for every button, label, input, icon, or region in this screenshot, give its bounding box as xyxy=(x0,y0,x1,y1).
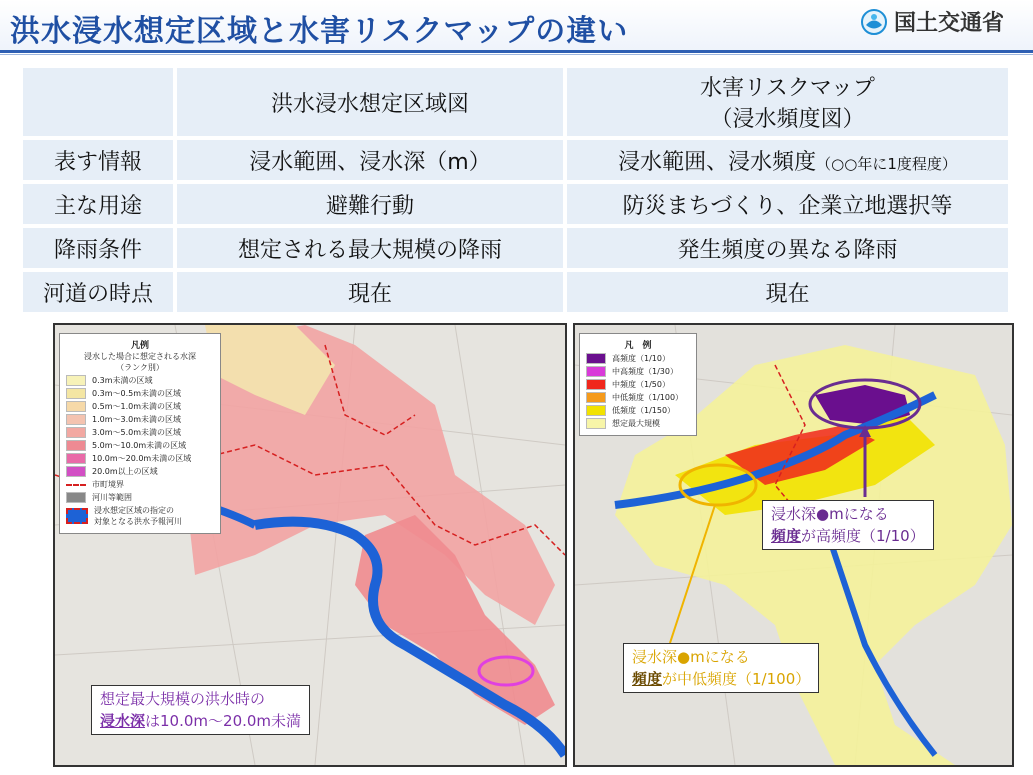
legend-label: 1.0m～3.0m未満の区域 xyxy=(92,415,182,424)
callout-line2 xyxy=(771,525,925,547)
legend-item xyxy=(586,405,690,416)
legend-label: 市町境界 xyxy=(92,480,124,489)
legend-label: 0.5m～1.0m未満の区域 xyxy=(92,402,182,411)
right-callout-midlow xyxy=(623,643,819,693)
col2-header xyxy=(567,68,1008,136)
table-header-row xyxy=(23,68,1008,136)
legend-item xyxy=(586,392,690,403)
left-callout xyxy=(91,685,310,735)
callout-bold: 頻度 xyxy=(771,527,802,545)
legend-label: 中高頻度（1/30） xyxy=(612,367,678,376)
legend-swatch xyxy=(66,427,86,438)
legend-label: 20.0m以上の区域 xyxy=(92,467,158,476)
legend-swatch xyxy=(586,392,606,403)
row-col2: 防災まちづくり、企業立地選択等 xyxy=(567,184,1008,224)
title-underline xyxy=(0,50,1033,53)
callout-line1: 浸水深●mになる xyxy=(771,505,889,523)
row-label: 河道の時点 xyxy=(23,272,173,312)
legend-swatch xyxy=(66,388,86,399)
table-row xyxy=(23,184,1008,224)
legend-item xyxy=(66,453,214,464)
legend-label: 0.3m～0.5m未満の区域 xyxy=(92,389,182,398)
table-row xyxy=(23,140,1008,180)
legend-swatch xyxy=(66,440,86,451)
row-col1: 避難行動 xyxy=(177,184,563,224)
header-bar xyxy=(0,0,1033,52)
legend-label xyxy=(94,505,182,527)
legend-swatch xyxy=(66,414,86,425)
legend-item xyxy=(66,427,214,438)
legend-swatch xyxy=(586,405,606,416)
legend-swatch xyxy=(66,466,86,477)
legend-item xyxy=(66,414,214,425)
row-label: 降雨条件 xyxy=(23,228,173,268)
mlit-logo-icon xyxy=(860,8,888,36)
legend-swatch xyxy=(66,453,86,464)
table-corner-cell xyxy=(23,68,173,136)
page-title: 洪水浸水想定区域と水害リスクマップの違い xyxy=(10,14,629,49)
legend-swatch xyxy=(66,401,86,412)
legend-item xyxy=(66,375,214,386)
callout-rest: が高頻度（1/10） xyxy=(801,527,925,545)
legend-swatch xyxy=(586,353,606,364)
legend-item xyxy=(66,479,214,490)
legend-swatch xyxy=(66,375,86,386)
col1-header: 洪水浸水想定区域図 xyxy=(177,68,563,136)
callout-line2 xyxy=(100,710,301,732)
legend-label: 10.0m～20.0m未満の区域 xyxy=(92,454,192,463)
legend-label: 低頻度（1/150） xyxy=(612,406,676,415)
legend-swatch xyxy=(586,366,606,377)
legend-swatch xyxy=(66,508,88,524)
right-callout-high xyxy=(762,500,934,550)
row-col2-text: 浸水範囲、浸水頻度 xyxy=(618,149,817,175)
legend-label: 中低頻度（1/100） xyxy=(612,393,684,402)
legend-title: 凡 例 xyxy=(624,341,652,351)
legend-subtitle: 浸水した場合に想定される水深 xyxy=(84,352,196,361)
callout-rest: が中低頻度（1/100） xyxy=(662,670,811,688)
ministry-logo xyxy=(860,6,1004,37)
col2-header-line2: （浸水頻度図） xyxy=(710,107,865,132)
legend-item xyxy=(586,366,690,377)
ministry-name: 国土交通省 xyxy=(894,11,1005,36)
legend-label: 河川等範囲 xyxy=(92,493,132,502)
callout-rest: は10.0m～20.0m未満 xyxy=(145,712,302,730)
left-map-legend xyxy=(59,333,221,534)
legend-swatch xyxy=(66,492,86,503)
legend-item xyxy=(586,418,690,429)
row-col1: 想定される最大規模の降雨 xyxy=(177,228,563,268)
legend-label: 想定最大規模 xyxy=(612,419,660,428)
callout-bold: 浸水深 xyxy=(100,712,146,730)
legend-label: 0.3m未満の区域 xyxy=(92,376,153,385)
legend-item xyxy=(66,401,214,412)
callout-bold: 頻度 xyxy=(632,670,663,688)
legend-title: 凡例 xyxy=(130,341,149,351)
legend-item xyxy=(66,466,214,477)
comparison-table xyxy=(19,64,1012,316)
callout-line1: 想定最大規模の洪水時の xyxy=(100,690,266,708)
table-row xyxy=(23,272,1008,312)
legend-label: 高頻度（1/10） xyxy=(612,354,670,363)
row-col1: 現在 xyxy=(177,272,563,312)
row-label: 表す情報 xyxy=(23,140,173,180)
legend-label: 中頻度（1/50） xyxy=(612,380,670,389)
legend-item xyxy=(66,440,214,451)
boundary-line-icon xyxy=(66,484,86,486)
legend-swatch xyxy=(586,418,606,429)
row-label: 主な用途 xyxy=(23,184,173,224)
title-underline-thin xyxy=(0,54,1033,55)
right-flood-frequency-map xyxy=(573,323,1014,767)
row-col2-note: （○○年に1度程度） xyxy=(816,154,957,173)
legend-item xyxy=(66,388,214,399)
col2-header-line1: 水害リスクマップ xyxy=(700,76,875,101)
callout-line2 xyxy=(632,668,810,690)
right-map-legend xyxy=(579,333,697,436)
legend-label-line2: 対象となる洪水予報河川 xyxy=(94,517,182,526)
legend-item xyxy=(66,505,214,527)
legend-label-line1: 浸水想定区域の指定の xyxy=(94,506,174,515)
legend-label: 5.0m～10.0m未満の区域 xyxy=(92,441,187,450)
row-col1: 浸水範囲、浸水深（m） xyxy=(177,140,563,180)
legend-label: 3.0m～5.0m未満の区域 xyxy=(92,428,182,437)
row-col2 xyxy=(567,140,1008,180)
row-col2: 現在 xyxy=(567,272,1008,312)
legend-item xyxy=(586,379,690,390)
table-row xyxy=(23,228,1008,268)
row-col2: 発生頻度の異なる降雨 xyxy=(567,228,1008,268)
legend-swatch xyxy=(586,379,606,390)
callout-line1: 浸水深●mになる xyxy=(632,648,750,666)
left-flood-depth-map xyxy=(53,323,567,767)
legend-subtitle2: （ランク別） xyxy=(116,363,164,372)
legend-item xyxy=(586,353,690,364)
legend-item xyxy=(66,492,214,503)
